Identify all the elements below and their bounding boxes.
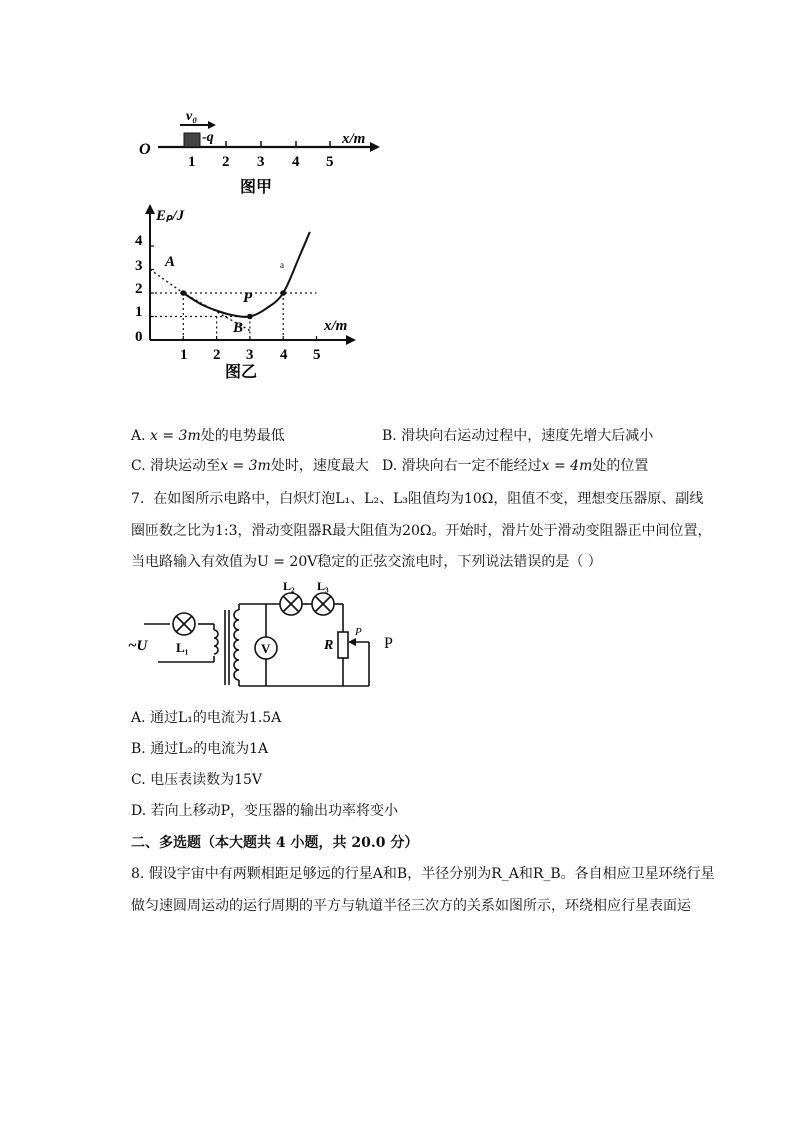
point-x1 bbox=[181, 290, 187, 296]
tick-3: 3 bbox=[257, 154, 265, 170]
x-tick-4: 4 bbox=[280, 347, 288, 363]
q7-circuit bbox=[128, 580, 408, 695]
q7-stem-line2: 圈匝数之比为1:3，滑动变阻器R最大阻值为20Ω。开始时，滑片处于滑动变阻器正中间位置， bbox=[131, 523, 712, 539]
P-annotation: P bbox=[384, 635, 393, 652]
q7-option-a[interactable]: A. 通过L₁的电流为1.5A bbox=[131, 710, 282, 726]
point-P-label: P bbox=[243, 290, 253, 306]
tick-2: 2 bbox=[222, 154, 230, 170]
x-axis-label: x/m bbox=[324, 318, 348, 334]
tick-5: 5 bbox=[326, 154, 334, 170]
q7-option-d[interactable]: D. 若向上移动P，变压器的输出功率将变小 bbox=[131, 803, 399, 819]
point-B-label: B bbox=[233, 320, 244, 336]
x-tick-3: 3 bbox=[246, 347, 254, 363]
section-2-title: 二、多选题（本大题共 4 小题，共 20.0 分） bbox=[131, 835, 419, 851]
figure-jia bbox=[130, 100, 390, 200]
stray-mark: a bbox=[280, 260, 284, 270]
charge-label: -q bbox=[202, 130, 214, 145]
point-A-label: A bbox=[165, 254, 176, 270]
q6-option-c[interactable]: C. 滑块运动至x = 3m处时，速度最大 bbox=[131, 458, 369, 474]
voltmeter-label: V bbox=[261, 641, 271, 656]
L1-label: L₁ bbox=[176, 640, 189, 655]
y-axis-label: Eₚ/J bbox=[156, 208, 185, 224]
q6-a-math: x = 3m bbox=[150, 428, 201, 444]
source-label: ~U bbox=[128, 638, 148, 654]
R-label: R bbox=[324, 638, 334, 653]
q7-option-b[interactable]: B. 通过L₂的电流为1A bbox=[131, 741, 269, 757]
y-tick-4: 4 bbox=[135, 233, 143, 249]
y-tick-0: 0 bbox=[135, 329, 143, 345]
caption-jia: 图甲 bbox=[240, 179, 273, 196]
q6-option-d[interactable]: D. 滑块向右一定不能经过x = 4m处的位置 bbox=[382, 458, 649, 474]
slider-block bbox=[184, 133, 200, 147]
v0-label: v₀ bbox=[186, 109, 198, 124]
tick-1: 1 bbox=[188, 154, 196, 170]
L3-label: L₃ bbox=[317, 580, 329, 593]
x-tick-1: 1 bbox=[180, 347, 188, 363]
q7-stem-line3: 当电路输入有效值为U = 20V稳定的正弦交流电时，下列说法错误的是（ ） bbox=[131, 554, 602, 570]
slider-P-label: P bbox=[355, 626, 362, 638]
x-tick-2: 2 bbox=[213, 347, 221, 363]
x-tick-5: 5 bbox=[313, 347, 321, 363]
q7-stem-line1: 7. 在如图所示电路中，白炽灯泡L₁、L₂、L₃阻值均为10Ω，阻值不变，理想变压器原、副线 bbox=[131, 491, 704, 507]
L2-label: L₂ bbox=[283, 580, 295, 593]
q8-stem-line2: 做匀速圆周运动的运行周期的平方与轨道半径三次方的关系如图所示，环绕相应行星表面运 bbox=[131, 898, 691, 914]
point-P bbox=[247, 314, 253, 320]
point-x4 bbox=[280, 290, 286, 296]
axis-label: x/m bbox=[342, 131, 366, 147]
q8-stem-line1: 8. 假设宇宙中有两颗相距足够远的行星A和B，半径分别为R_A和R_B。各自相应卫星环绕行星 bbox=[131, 866, 715, 882]
tick-4: 4 bbox=[292, 154, 300, 170]
y-tick-3: 3 bbox=[135, 258, 143, 274]
origin-label: O bbox=[139, 141, 151, 158]
q6-option-b[interactable]: B. 滑块向右运动过程中，速度先增大后减小 bbox=[382, 428, 654, 444]
caption-yi: 图乙 bbox=[225, 364, 258, 381]
figure-yi bbox=[130, 200, 370, 385]
q7-option-c[interactable]: C. 电压表读数为15V bbox=[131, 772, 263, 788]
q6-option-a[interactable]: A. x = 3m处的电势最低 bbox=[131, 428, 285, 444]
y-tick-2: 2 bbox=[135, 281, 143, 297]
y-tick-1: 1 bbox=[135, 304, 143, 320]
